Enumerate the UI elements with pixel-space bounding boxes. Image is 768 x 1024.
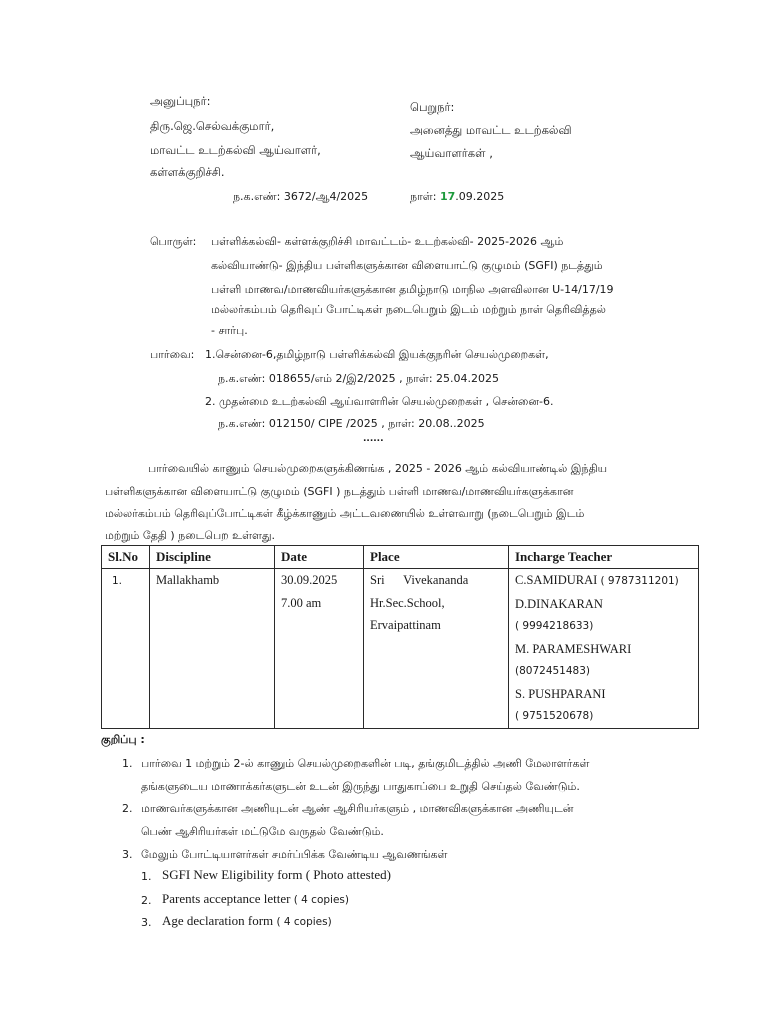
table-header-row bbox=[102, 546, 699, 569]
teacher-phone: ( 9751520678) bbox=[515, 710, 594, 722]
reference-2-line-2: ந.க.எண்: 012150/ CIPE /2025 , நாள்: 20.08..2025 bbox=[218, 417, 485, 430]
letter-date bbox=[410, 190, 504, 205]
note-line: மாணவர்களுக்கான அணியுடன் ஆண் ஆசிரியர்களும் , மாணவிகளுக்கான அணியுடன் bbox=[141, 802, 574, 815]
subject-line: மல்லர்கம்பம் தெரிவுப் போட்டிகள் நடைபெறும் இடம் மற்றும் நாள் தெரிவித்தல் bbox=[211, 303, 606, 316]
document-item bbox=[162, 867, 391, 883]
sender-place: கள்ளக்குறிச்சி. bbox=[150, 165, 225, 179]
teacher-phone: ( 9787311201) bbox=[600, 575, 679, 587]
subject-line: - சார்பு. bbox=[211, 324, 248, 337]
document-number: 1. bbox=[141, 870, 152, 883]
teacher-phone: (8072451483) bbox=[515, 665, 590, 677]
row-place-line: Sri Vivekananda bbox=[370, 573, 469, 587]
note-number: 3. bbox=[122, 848, 133, 861]
teacher-name: M. PARAMESHWARI bbox=[515, 641, 632, 656]
document-number: 2. bbox=[141, 894, 152, 907]
notes-label: குறிப்பு : bbox=[101, 733, 145, 746]
body-line: பள்ளிகளுக்கான விளையாட்டு குழுமம் (SGFI ) நடத்தும் பள்ளி மாணவ/மாணவியர்களுக்கான bbox=[105, 485, 574, 498]
note-line: பெண் ஆசிரியர்கள் மட்டுமே வருதல் வேண்டும். bbox=[141, 825, 384, 838]
reference-1-line-2: ந.க.எண்: 018655/எம் 2/இ2/2025 , நாள்: 25.04.2025 bbox=[218, 372, 500, 385]
schedule-table bbox=[101, 545, 699, 729]
row-time: 7.00 am bbox=[281, 595, 322, 610]
header-place: Place bbox=[364, 546, 509, 569]
table-row bbox=[102, 569, 699, 729]
teacher-name: S. PUSHPARANI bbox=[515, 686, 606, 701]
row-discipline: Mallakhamb bbox=[156, 573, 220, 587]
document-note: ( 4 copies) bbox=[276, 916, 332, 928]
row-place-line: Hr.Sec.School, bbox=[370, 595, 445, 610]
header-slno: Sl.No bbox=[102, 546, 150, 569]
subject-label: பொருள்: bbox=[150, 235, 197, 248]
date-label: நாள்: bbox=[410, 190, 437, 203]
references-label: பார்வை: bbox=[150, 348, 195, 361]
body-line: மல்லர்கம்பம் தெரிவுப்போட்டிகள் கீழ்க்காணும் அட்டவணையில் உள்ளவாறு (நடைபெறும் இடம் bbox=[105, 507, 585, 520]
date-rest: .09.2025 bbox=[455, 190, 505, 203]
teacher-name: D.DINAKARAN bbox=[515, 596, 603, 611]
note-number: 2. bbox=[122, 802, 133, 815]
document-number: 3. bbox=[141, 916, 152, 929]
document-name: SGFI New Eligibility form bbox=[162, 867, 303, 882]
receiver-line-2: ஆய்வாளர்கள் , bbox=[410, 146, 493, 160]
header-incharge-teacher: Incharge Teacher bbox=[509, 546, 699, 569]
date-day: 17 bbox=[439, 190, 456, 203]
teacher-name: C.SAMIDURAI bbox=[515, 573, 598, 587]
document-item bbox=[162, 891, 349, 907]
reference-number: ந.க.எண்: 3672/ஆ4/2025 bbox=[233, 190, 369, 203]
reference-2-line-1: 2. முதன்மை உடற்கல்வி ஆய்வாளரின் செயல்முறைகள் , சென்னை-6. bbox=[205, 395, 554, 408]
body-line: மற்றும் தேதி ) நடைபெற உள்ளது. bbox=[105, 529, 275, 542]
document-note: ( 4 copies) bbox=[293, 894, 349, 906]
document-item bbox=[162, 913, 332, 929]
body-line: பார்வையில் காணும் செயல்முறைகளுக்கிணங்க , 2025 - 2026 ஆம் கல்வியாண்டில் இந்திய bbox=[148, 462, 608, 475]
document-name: Parents acceptance letter bbox=[162, 891, 291, 906]
sender-name: திரு.ஜெ.செல்வக்குமார், bbox=[150, 119, 275, 133]
reference-1-line-1: 1.சென்னை-6,தமிழ்நாடு பள்ளிக்கல்வி இயக்குநரின் செயல்முறைகள், bbox=[205, 348, 549, 361]
header-discipline: Discipline bbox=[150, 546, 275, 569]
subject-line: பள்ளிக்கல்வி- கள்ளக்குறிச்சி மாவட்டம்- உடற்கல்வி- 2025-2026 ஆம் bbox=[211, 235, 564, 248]
subject-line: கல்வியாண்டு- இந்திய பள்ளிகளுக்கான விளையாட்டு குழுமம் (SGFI) நடத்தும் bbox=[211, 259, 603, 272]
teacher-phone: ( 9994218633) bbox=[515, 620, 594, 632]
row-place-line: Ervaipattinam bbox=[370, 618, 441, 632]
note-line: பார்வை 1 மற்றும் 2-ல் காணும் செயல்முறைகளின் படி, தங்குமிடத்தில் அணி மேலாளர்கள் bbox=[141, 757, 590, 770]
note-number: 1. bbox=[122, 757, 133, 770]
receiver-label: பெறுநர்: bbox=[410, 100, 455, 114]
document-name: Age declaration form bbox=[162, 913, 274, 928]
sender-label: அனுப்புநர்: bbox=[150, 94, 211, 108]
subject-line: பள்ளி மாணவ/மாணவியர்களுக்கான தமிழ்நாடு மாநில அளவிலான U-14/17/19 bbox=[211, 283, 614, 296]
teacher-entry bbox=[515, 569, 698, 593]
header-date: Date bbox=[275, 546, 364, 569]
row-date: 30.09.2025 bbox=[281, 573, 338, 587]
reference-separator: ...... bbox=[363, 434, 384, 444]
document-note: ( Photo attested) bbox=[305, 867, 391, 882]
row-slno: 1. bbox=[112, 575, 123, 587]
sender-designation: மாவட்ட உடற்கல்வி ஆய்வாளர், bbox=[150, 143, 321, 157]
note-line: மேலும் போட்டியாளர்கள் சமர்ப்பிக்க வேண்டிய ஆவணங்கள் bbox=[141, 848, 448, 861]
note-line: தங்களுடைய மாணாக்கர்களுடன் உடன் இருந்து பாதுகாப்பை உறுதி செய்தல் வேண்டும். bbox=[141, 780, 580, 793]
receiver-line-1: அனைத்து மாவட்ட உடற்கல்வி bbox=[410, 123, 572, 137]
